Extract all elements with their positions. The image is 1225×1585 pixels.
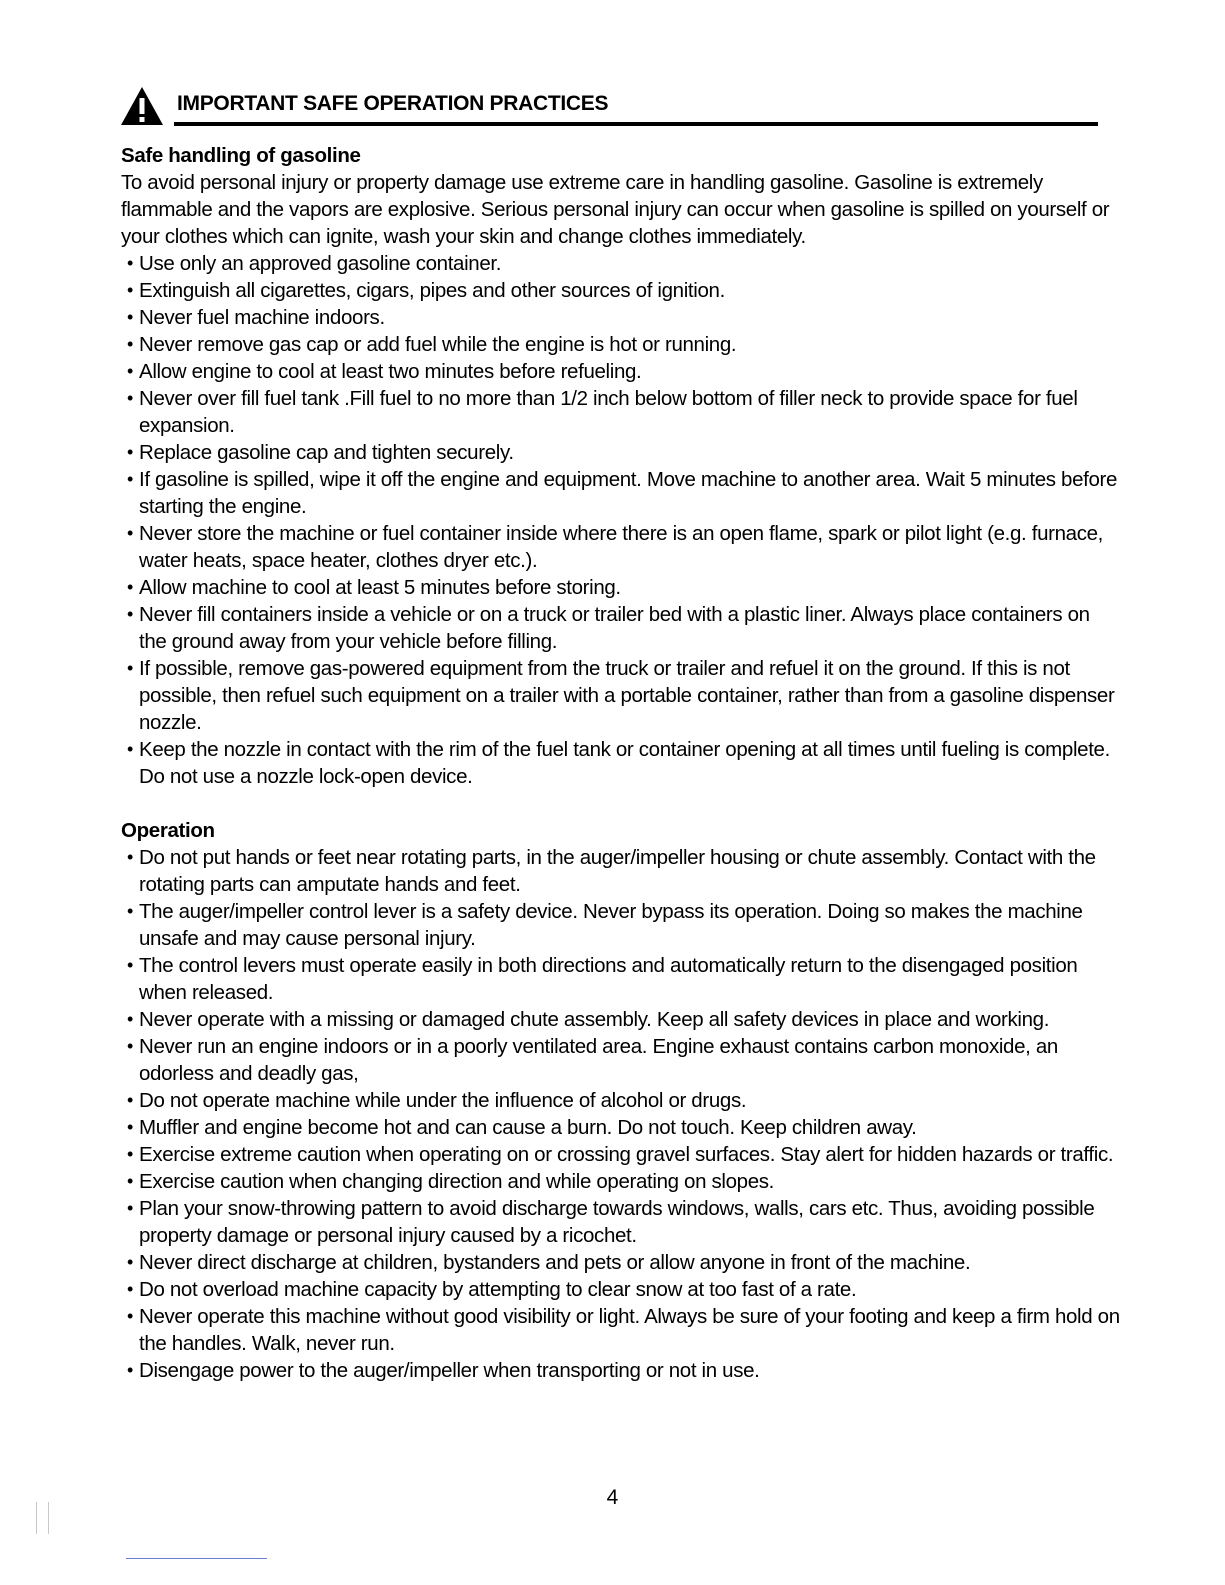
list-item: • Never operate this machine without good visibility or light. Always be sure of your footing and keep a firm hold on the handles. Walk, never run.: [121, 1303, 1121, 1357]
list-item: • Keep the nozzle in contact with the rim of the fuel tank or container opening at all times until fueling is complete. Do not use a nozzle lock-open device.: [121, 736, 1121, 790]
page-number: 4: [606, 1486, 619, 1509]
list-item: • Never direct discharge at children, bystanders and pets or allow anyone in front of the machine.: [121, 1249, 1121, 1276]
list-item: • Never fuel machine indoors.: [121, 304, 1121, 331]
list-item: • Never operate with a missing or damaged chute assembly. Keep all safety devices in place and working.: [121, 1006, 1121, 1033]
list-item: • Allow machine to cool at least 5 minutes before storing.: [121, 574, 1121, 601]
gasoline-list: [121, 250, 1121, 790]
gasoline-intro: To avoid personal injury or property damage use extreme care in handling gasoline. Gasoline is extremely flammable and the vapors are explosive. Serious personal injury can occur when gasoline is spilled on yourself or your clothes which can ignite, wash your skin and change clothes immediately.: [121, 171, 1110, 248]
list-item: • Plan your snow-throwing pattern to avoid discharge towards windows, walls, cars etc. Thus, avoiding possible property damage or personal injury caused by a ricochet.: [121, 1195, 1121, 1249]
scan-artifact: [36, 1502, 50, 1534]
list-item: • If gasoline is spilled, wipe it off the engine and equipment. Move machine to another area. Wait 5 minutes before starting the engine.: [121, 466, 1121, 520]
list-item: • If possible, remove gas-powered equipment from the truck or trailer and refuel it on the ground. If this is not possible, then refuel such equipment on a trailer with a portable container, rather than from a gasoline dispenser nozzle.: [121, 655, 1121, 736]
list-item: • Muffler and engine become hot and can cause a burn. Do not touch. Keep children away.: [121, 1114, 1121, 1141]
document-body: [121, 142, 1121, 1384]
list-item: • Never fill containers inside a vehicle or on a truck or trailer bed with a plastic liner. Always place containers on the ground away from your vehicle before filling.: [121, 601, 1121, 655]
list-item: • Never remove gas cap or add fuel while the engine is hot or running.: [121, 331, 1121, 358]
list-item: • Exercise caution when changing direction and while operating on slopes.: [121, 1168, 1121, 1195]
list-item: • Exercise extreme caution when operating on or crossing gravel surfaces. Stay alert for hidden hazards or traffic.: [121, 1141, 1121, 1168]
list-item: • Disengage power to the auger/impeller when transporting or not in use.: [121, 1357, 1121, 1384]
list-item: • Extinguish all cigarettes, cigars, pipes and other sources of ignition.: [121, 277, 1121, 304]
list-item: • Never store the machine or fuel container inside where there is an open flame, spark or pilot light (e.g. furnace, water heats, space heater, clothes dryer etc.).: [121, 520, 1121, 574]
operation-section-title: Operation: [121, 819, 215, 842]
gasoline-section-title: Safe handling of gasoline: [121, 144, 361, 167]
list-item: • Allow engine to cool at least two minutes before refueling.: [121, 358, 1121, 385]
list-item: • Never over fill fuel tank .Fill fuel to no more than 1/2 inch below bottom of filler neck to provide space for fuel expansion.: [121, 385, 1121, 439]
header-rule: [174, 122, 1098, 126]
page-title: IMPORTANT SAFE OPERATION PRACTICES: [177, 92, 609, 115]
list-item: • Use only an approved gasoline container.: [121, 250, 1121, 277]
section-header: [120, 86, 1098, 126]
list-item: • The control levers must operate easily in both directions and automatically return to the disengaged position when released.: [121, 952, 1121, 1006]
operation-list: [121, 844, 1121, 1384]
footer-link-underline: [126, 1558, 267, 1559]
list-item: • Do not overload machine capacity by attempting to clear snow at too fast of a rate.: [121, 1276, 1121, 1303]
list-item: • Replace gasoline cap and tighten securely.: [121, 439, 1121, 466]
list-item: • The auger/impeller control lever is a safety device. Never bypass its operation. Doing so makes the machine unsafe and may cause personal injury.: [121, 898, 1121, 952]
list-item: • Do not operate machine while under the influence of alcohol or drugs.: [121, 1087, 1121, 1114]
warning-triangle-icon: [120, 86, 164, 126]
list-item: • Do not put hands or feet near rotating parts, in the auger/impeller housing or chute assembly. Contact with the rotating parts can amputate hands and feet.: [121, 844, 1121, 898]
list-item: • Never run an engine indoors or in a poorly ventilated area. Engine exhaust contains carbon monoxide, an odorless and deadly gas,: [121, 1033, 1121, 1087]
